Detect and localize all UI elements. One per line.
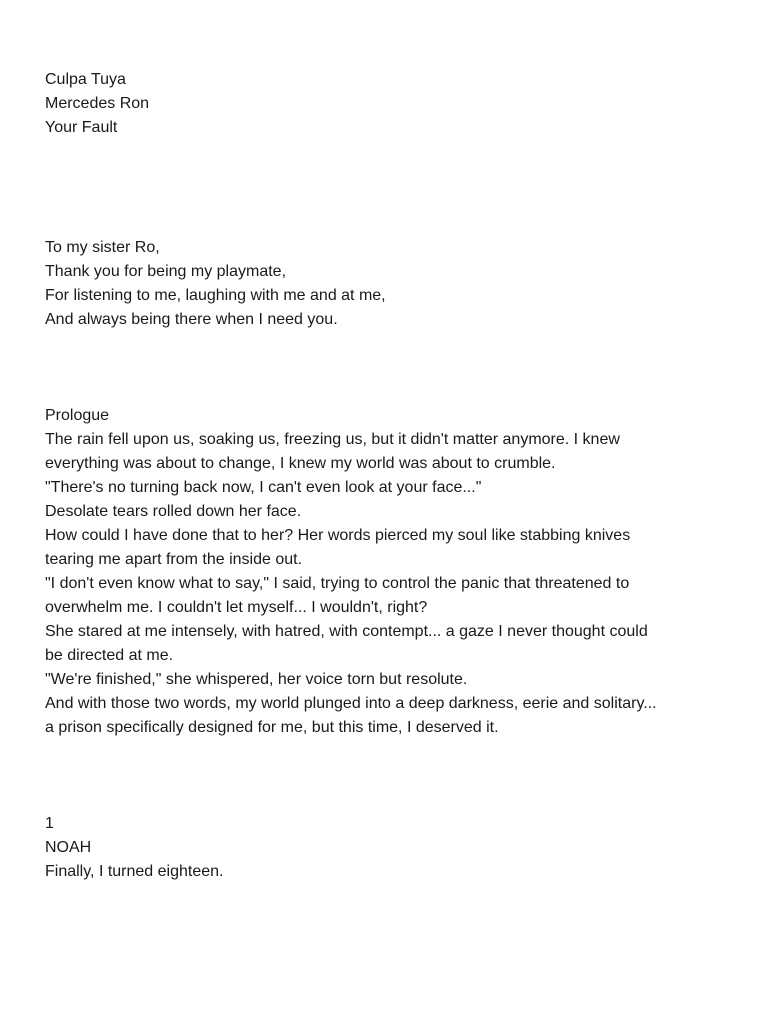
- prologue-line: everything was about to change, I knew my world was about to crumble.: [45, 455, 556, 472]
- prologue-heading: Prologue: [45, 407, 110, 424]
- prologue-line: The rain fell upon us, soaking us, freezing us, but it didn't matter anymore. I knew: [45, 431, 620, 448]
- prologue-line: be directed at me.: [45, 647, 174, 664]
- dedication-line: For listening to me, laughing with me and at me,: [45, 287, 386, 304]
- prologue-line: Desolate tears rolled down her face.: [45, 503, 302, 520]
- prologue-line: "I don't even know what to say," I said, trying to control the panic that threatened to: [45, 575, 630, 592]
- prologue-line: "We're finished," she whispered, her voice torn but resolute.: [45, 671, 468, 688]
- book-author: Mercedes Ron: [45, 95, 150, 112]
- book-title-spanish: Culpa Tuya: [45, 71, 126, 88]
- dedication: [45, 236, 735, 332]
- dedication-line: And always being there when I need you.: [45, 311, 338, 328]
- prologue-line: a prison specifically designed for me, but this time, I deserved it.: [45, 719, 499, 736]
- prologue-line: How could I have done that to her? Her words pierced my soul like stabbing knives: [45, 527, 631, 544]
- dedication-line: To my sister Ro,: [45, 239, 160, 256]
- dedication-line: Thank you for being my playmate,: [45, 263, 287, 280]
- book-title-english: Your Fault: [45, 119, 118, 136]
- chapter-one: [45, 812, 735, 884]
- prologue-line: And with those two words, my world plunged into a deep darkness, eerie and solitary...: [45, 695, 657, 712]
- chapter-first-line: Finally, I turned eighteen.: [45, 863, 224, 880]
- prologue-line: She stared at me intensely, with hatred, with contempt... a gaze I never thought could: [45, 623, 648, 640]
- prologue-line: "There's no turning back now, I can't even look at your face...": [45, 479, 482, 496]
- prologue-line: tearing me apart from the inside out.: [45, 551, 303, 568]
- document-page: [45, 68, 735, 884]
- chapter-number: 1: [45, 815, 54, 832]
- prologue-line: overwhelm me. I couldn't let myself... I wouldn't, right?: [45, 599, 428, 616]
- prologue: [45, 404, 735, 740]
- chapter-narrator: NOAH: [45, 839, 92, 856]
